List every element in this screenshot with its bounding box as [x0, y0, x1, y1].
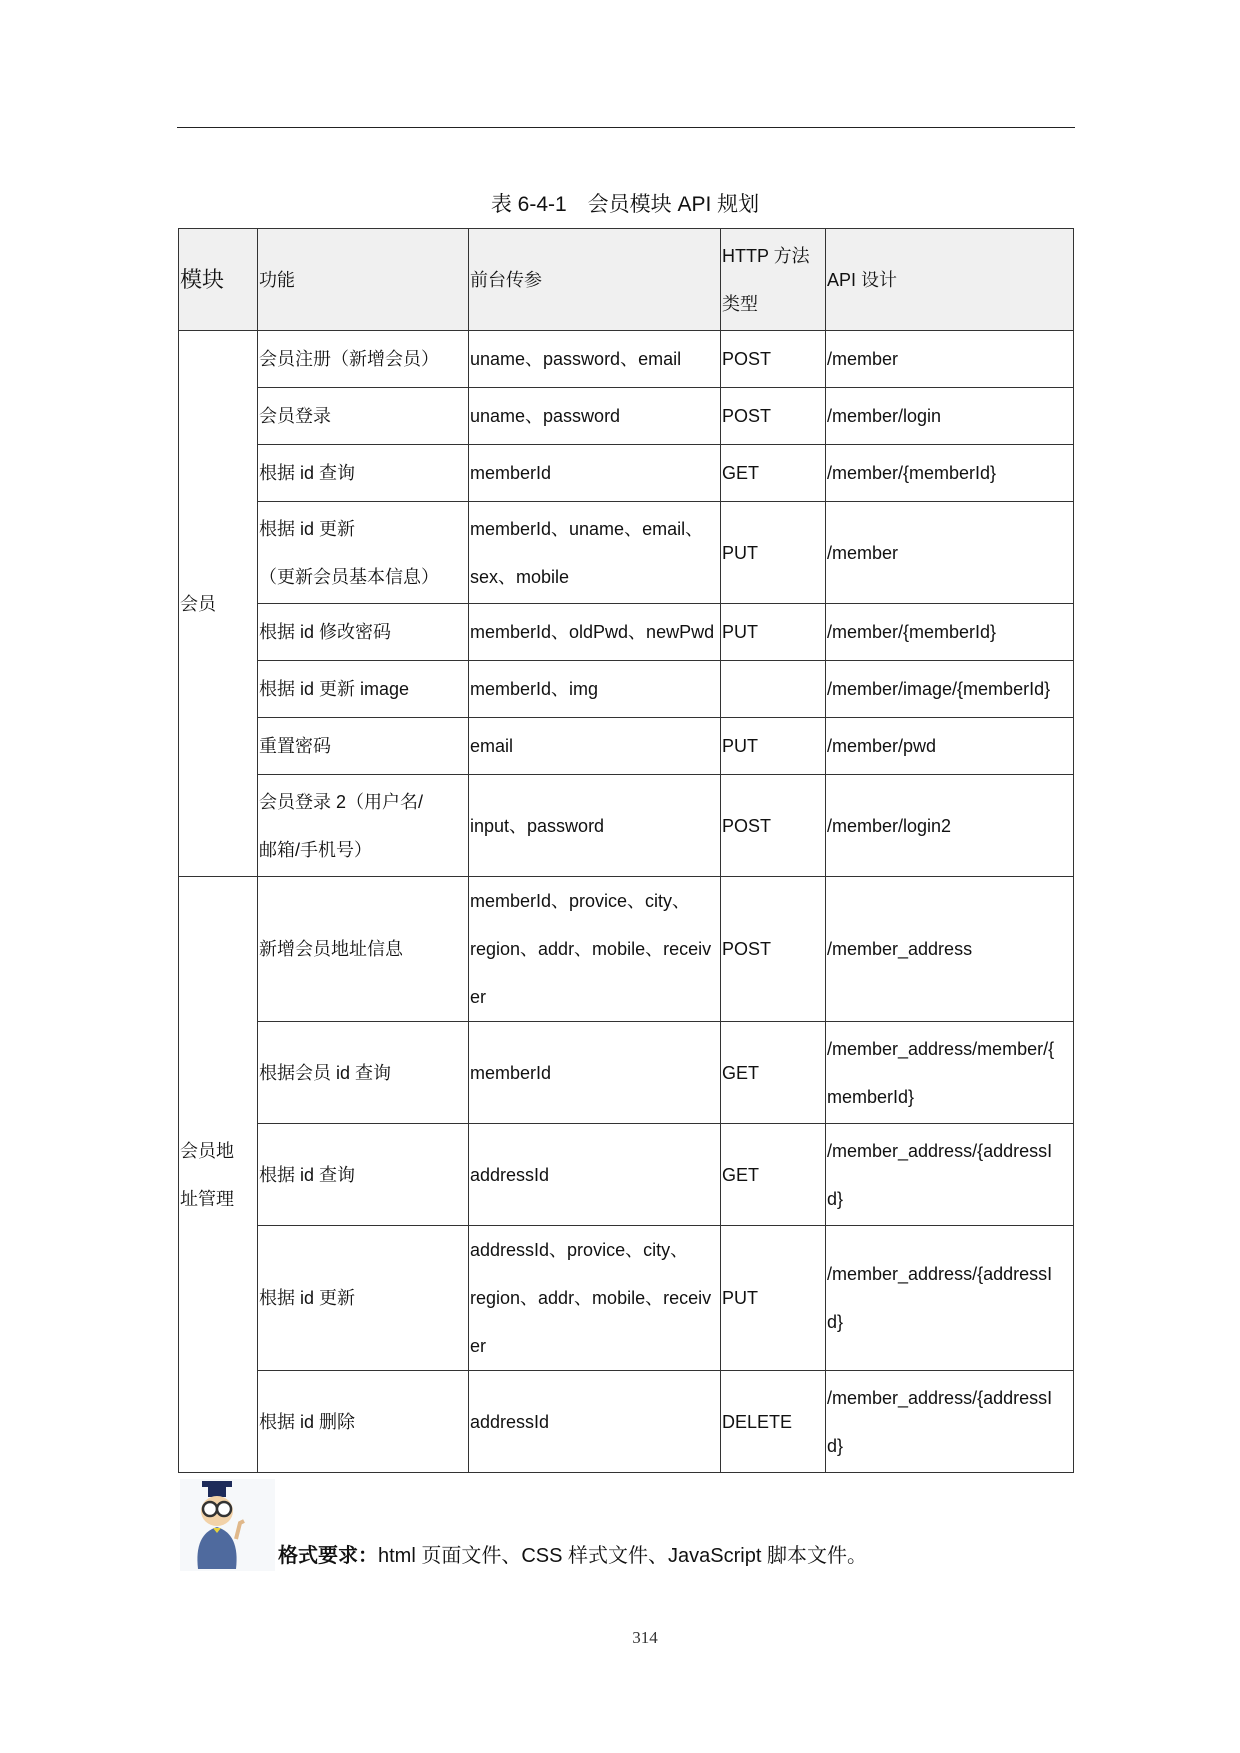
- table-row: [179, 877, 1074, 1022]
- function-cell: [258, 445, 469, 502]
- header-method-line: 类型: [722, 293, 758, 314]
- table-row: [179, 388, 1074, 445]
- table-row: [179, 661, 1074, 718]
- params-cell: [469, 718, 721, 775]
- api-cell: [826, 718, 1074, 775]
- function-cell: [258, 388, 469, 445]
- table-row: [179, 775, 1074, 877]
- function-cell-line: （更新会员基本信息）: [259, 566, 439, 587]
- function-cell-line: 重置密码: [259, 736, 331, 756]
- params-cell: [469, 502, 721, 604]
- api-cell-line: /member_address: [827, 939, 973, 959]
- page-number: 314: [632, 1628, 658, 1647]
- method-cell: GET: [721, 445, 826, 502]
- params-cell: [469, 877, 721, 1022]
- function-cell-line: 会员登录: [259, 406, 331, 426]
- api-cell-line: /member: [827, 542, 899, 563]
- params-cell-line: region、addr、mobile、receiver: [470, 939, 712, 1007]
- method-cell: [721, 661, 826, 718]
- function-cell: [258, 661, 469, 718]
- params-cell-line: email: [470, 736, 514, 756]
- params-cell-line: addressId: [470, 1164, 550, 1185]
- method-cell: POST: [721, 775, 826, 877]
- function-cell: [258, 331, 469, 388]
- api-cell-line: /member/{memberId}: [827, 622, 997, 642]
- params-cell: [469, 331, 721, 388]
- header-method: [721, 229, 826, 331]
- table-row: [179, 502, 1074, 604]
- api-cell-line: /member/login2: [827, 815, 952, 836]
- api-cell-line: /member: [827, 349, 899, 369]
- api-cell: [826, 445, 1074, 502]
- table-row: [179, 718, 1074, 775]
- module-cell-line: 址管理: [180, 1188, 234, 1209]
- table-row: [179, 1124, 1074, 1226]
- api-cell: [826, 1226, 1074, 1371]
- module-cell-line: 会员地: [180, 1140, 234, 1161]
- function-cell: [258, 775, 469, 877]
- method-cell: GET: [721, 1124, 826, 1226]
- params-cell: [469, 388, 721, 445]
- params-cell-line: sex、mobile: [470, 566, 570, 587]
- function-cell-line: 根据 id 更新 image: [259, 679, 410, 699]
- method-cell: POST: [721, 388, 826, 445]
- api-table: [178, 228, 1074, 1473]
- table-row: [179, 604, 1074, 661]
- format-text: html 页面文件、CSS 样式文件、JavaScript 脚本文件。: [378, 1545, 867, 1567]
- api-cell-line: d}: [827, 1312, 844, 1332]
- header-rule: [177, 127, 1075, 128]
- method-cell: DELETE: [721, 1371, 826, 1473]
- function-cell: [258, 1371, 469, 1473]
- header-params: 前台传参: [469, 229, 721, 331]
- api-cell-line: /member_address/{addressI: [827, 1140, 1053, 1161]
- function-cell: [258, 1022, 469, 1124]
- api-cell: [826, 775, 1074, 877]
- module-cell-line: 会员: [180, 593, 216, 614]
- table-row: [179, 331, 1074, 388]
- params-cell: [469, 1022, 721, 1124]
- api-cell: [826, 1371, 1074, 1473]
- params-cell-line: memberId: [470, 1062, 552, 1083]
- params-cell-line: addressId、provice、city、: [470, 1240, 689, 1260]
- function-cell-line: 根据 id 修改密码: [259, 622, 392, 642]
- table-row: [179, 1371, 1074, 1473]
- params-cell-line: uname、password: [470, 406, 621, 426]
- api-cell: [826, 1124, 1074, 1226]
- api-cell-line: /member/{memberId}: [827, 463, 997, 483]
- method-cell: PUT: [721, 718, 826, 775]
- table-row: [179, 1226, 1074, 1371]
- function-cell-line: 根据 id 更新: [259, 1288, 356, 1308]
- method-cell: PUT: [721, 604, 826, 661]
- method-cell: POST: [721, 877, 826, 1022]
- api-cell: [826, 1022, 1074, 1124]
- params-cell: [469, 1226, 721, 1371]
- function-cell-line: 邮箱/手机号）: [259, 839, 373, 860]
- api-cell-line: memberId}: [827, 1086, 915, 1107]
- params-cell-line: region、addr、mobile、receiver: [470, 1288, 712, 1356]
- function-cell: [258, 604, 469, 661]
- api-cell: [826, 661, 1074, 718]
- function-cell-line: 会员登录 2（用户名/: [259, 791, 424, 812]
- api-cell-line: /member/login: [827, 406, 942, 426]
- table-row: [179, 1022, 1074, 1124]
- api-cell: [826, 604, 1074, 661]
- header-function: 功能: [258, 229, 469, 331]
- params-cell: [469, 445, 721, 502]
- table-caption: 表 6-4-1 会员模块 API 规划: [490, 193, 760, 216]
- module-cell: [179, 331, 258, 877]
- function-cell: [258, 1124, 469, 1226]
- params-cell: [469, 1371, 721, 1473]
- params-cell: [469, 661, 721, 718]
- function-cell: [258, 502, 469, 604]
- function-cell-line: 根据会员 id 查询: [259, 1062, 392, 1083]
- function-cell: [258, 877, 469, 1022]
- method-cell: PUT: [721, 502, 826, 604]
- format-requirement: [278, 1539, 867, 1568]
- table-row: [179, 445, 1074, 502]
- api-cell-line: /member/image/{memberId}: [827, 679, 1051, 699]
- function-cell-line: 根据 id 更新: [259, 518, 356, 539]
- format-label: 格式要求：: [278, 1545, 378, 1567]
- function-cell-line: 根据 id 删除: [259, 1411, 356, 1432]
- function-cell: [258, 1226, 469, 1371]
- params-cell-line: addressId: [470, 1411, 550, 1432]
- params-cell: [469, 1124, 721, 1226]
- function-cell: [258, 718, 469, 775]
- function-cell-line: 会员注册（新增会员）: [259, 349, 439, 369]
- function-cell-line: 根据 id 查询: [259, 463, 356, 483]
- function-cell-line: 新增会员地址信息: [259, 939, 403, 959]
- params-cell-line: memberId、img: [470, 679, 599, 699]
- api-cell: [826, 331, 1074, 388]
- api-cell-line: d}: [827, 1188, 844, 1209]
- table-header-row: [179, 229, 1074, 331]
- function-cell-line: 根据 id 查询: [259, 1164, 356, 1185]
- api-cell: [826, 877, 1074, 1022]
- module-cell: [179, 877, 258, 1473]
- api-cell-line: d}: [827, 1435, 844, 1456]
- params-cell: [469, 604, 721, 661]
- professor-mascot-icon: [180, 1479, 275, 1571]
- api-cell: [826, 388, 1074, 445]
- method-cell: PUT: [721, 1226, 826, 1371]
- api-cell-line: /member_address/{addressI: [827, 1387, 1053, 1408]
- api-cell-line: /member/pwd: [827, 736, 937, 756]
- params-cell-line: input、password: [470, 815, 605, 836]
- params-cell-line: memberId、oldPwd、newPwd: [470, 622, 715, 642]
- header-method-line: HTTP 方法: [722, 245, 810, 266]
- params-cell-line: memberId: [470, 463, 552, 483]
- api-cell-line: /member_address/{addressI: [827, 1264, 1053, 1284]
- params-cell-line: uname、password、email: [470, 349, 682, 369]
- api-cell-line: /member_address/member/{: [827, 1038, 1055, 1059]
- params-cell: [469, 775, 721, 877]
- header-module: 模块: [179, 229, 258, 331]
- params-cell-line: memberId、provice、city、: [470, 891, 691, 911]
- method-cell: GET: [721, 1022, 826, 1124]
- api-cell: [826, 502, 1074, 604]
- header-api: API 设计: [826, 229, 1074, 331]
- method-cell: POST: [721, 331, 826, 388]
- params-cell-line: memberId、uname、email、: [470, 518, 704, 539]
